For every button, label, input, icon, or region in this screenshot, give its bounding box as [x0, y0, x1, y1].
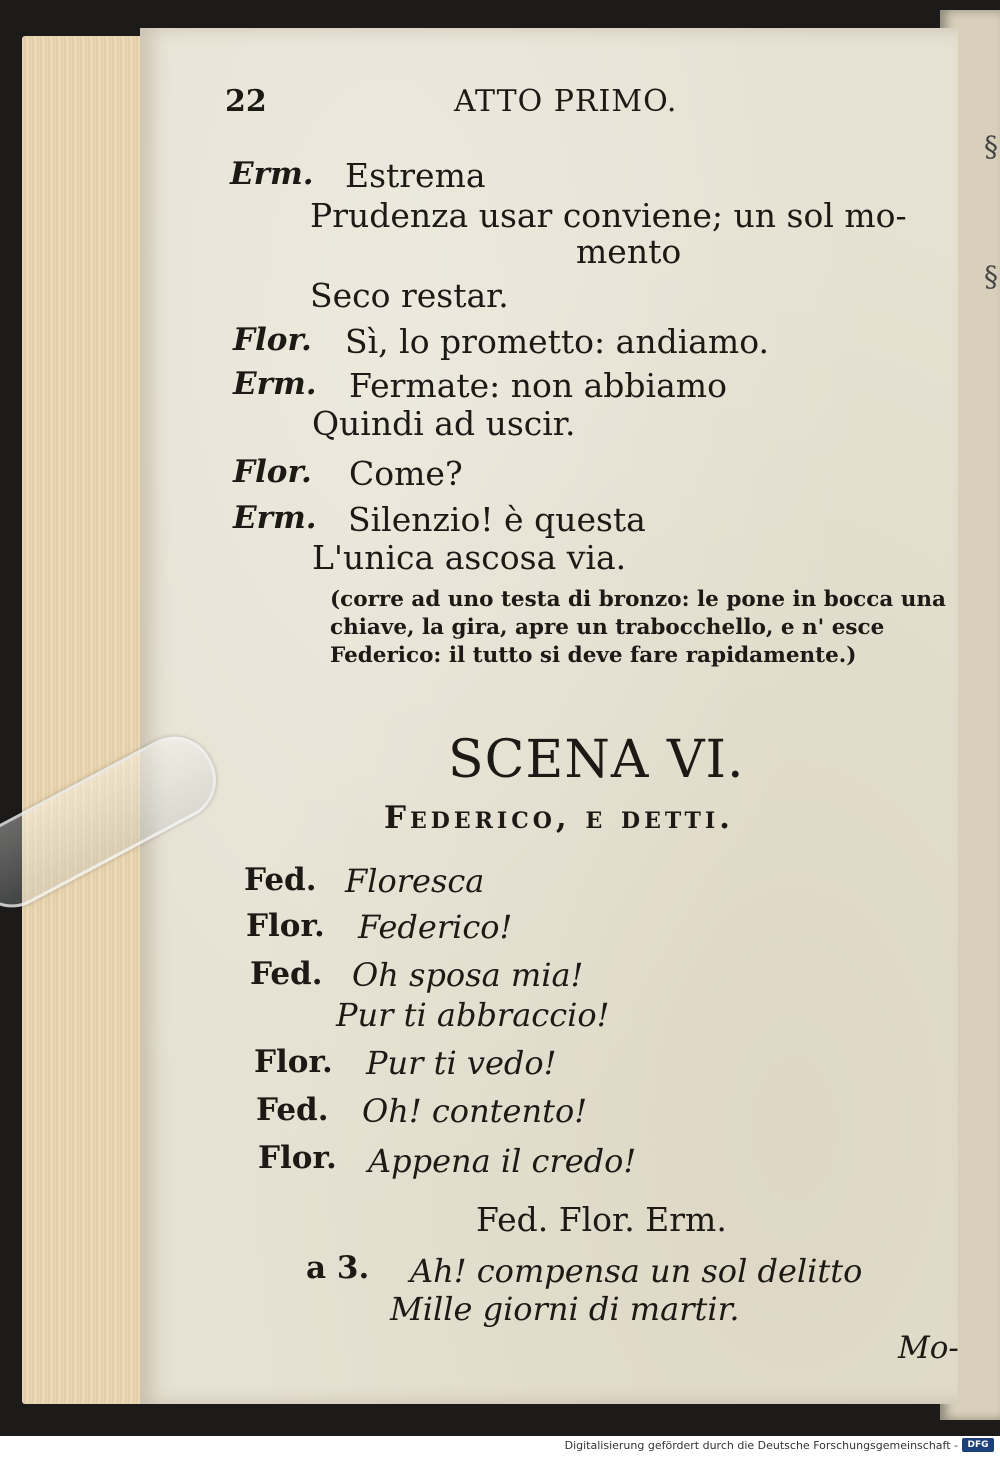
- verse-line: Silenzio! è questa: [348, 500, 646, 539]
- scene-characters: Federico, e detti.: [384, 800, 734, 836]
- sung-line: Mille giorni di martir.: [390, 1290, 740, 1328]
- dfg-logo: DFG: [962, 1438, 994, 1452]
- stage-direction: (corre ad uno testa di bronzo: le pone in bocca una chiave, la gira, apre un trabocchello, e n' esce Federico: il tutto si deve fare rapidamente.): [330, 587, 946, 668]
- facing-page-mark: §: [984, 130, 998, 163]
- speaker-label: Flor.: [233, 454, 312, 490]
- verse-line: Sì, lo prometto: andiamo.: [345, 322, 769, 361]
- sung-line: Federico!: [358, 908, 513, 946]
- verse-line: Quindi ad uscir.: [312, 404, 576, 443]
- footer-credit: Digitalisierung gefördert durch die Deutsche Forschungsgemeinschaft -: [564, 1439, 958, 1452]
- verse-line: L'unica ascosa via.: [312, 538, 627, 577]
- running-head: ATTO PRIMO.: [454, 84, 678, 119]
- speaker-label: Erm.: [233, 500, 317, 536]
- verse-line: Fermate: non abbiamo: [349, 366, 727, 405]
- verse-line: Estrema: [345, 156, 486, 195]
- footer-bar: [0, 1436, 1000, 1457]
- speaker-label: Flor.: [246, 908, 325, 944]
- speaker-label: Flor.: [254, 1044, 333, 1080]
- sung-line: Pur ti abbraccio!: [336, 996, 610, 1034]
- page-number: 22: [225, 84, 267, 119]
- verse-line: Seco restar.: [310, 276, 509, 315]
- speaker-label: Fed.: [250, 956, 323, 992]
- sung-line: Oh sposa mia!: [352, 956, 584, 994]
- scene-title: SCENA VI.: [448, 730, 745, 790]
- catchword: Mo-: [898, 1330, 959, 1366]
- sung-line: Pur ti vedo!: [366, 1044, 557, 1082]
- sung-line: Appena il credo!: [368, 1142, 637, 1180]
- sung-line: Ah! compensa un sol delitto: [410, 1252, 863, 1290]
- sung-line: Oh! contento!: [362, 1092, 588, 1130]
- sung-line: Floresca: [345, 862, 485, 900]
- verse-line: Prudenza usar conviene; un sol mo-: [310, 196, 907, 235]
- ensemble-speakers: Fed. Flor. Erm.: [476, 1200, 727, 1239]
- speaker-label: Erm.: [230, 156, 314, 192]
- ensemble-marker: a 3.: [306, 1250, 370, 1286]
- speaker-label: Fed.: [256, 1092, 329, 1128]
- speaker-label: Flor.: [258, 1140, 337, 1176]
- speaker-label: Fed.: [244, 862, 317, 898]
- verse-line: mento: [576, 232, 682, 271]
- verse-line: Come?: [349, 454, 463, 493]
- facing-page-mark: §: [984, 260, 998, 293]
- speaker-label: Erm.: [233, 366, 317, 402]
- speaker-label: Flor.: [233, 322, 312, 358]
